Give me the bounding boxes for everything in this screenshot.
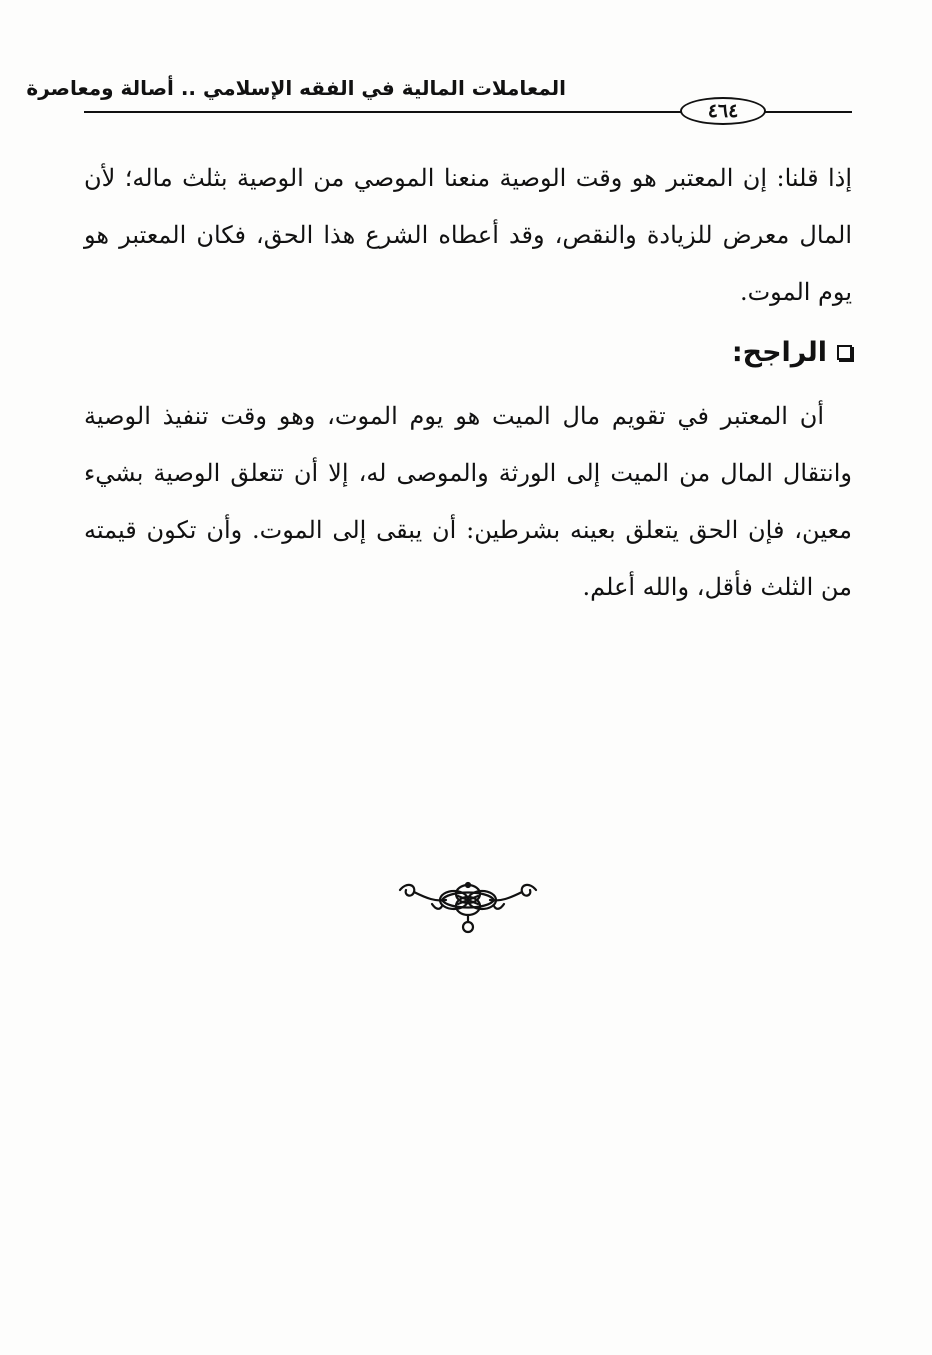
page-header	[26, 70, 852, 130]
decorative-knot-ornament-icon	[396, 876, 540, 938]
checkbox-square-icon	[837, 345, 852, 360]
section-heading	[732, 337, 852, 368]
paragraph-2: أن المعتبر في تقويم مال الميت هو يوم الموت، وهو وقت تنفيذ الوصية وانتقال المال من الميت إلى الورثة والموصى له، إلا أن تتعلق الوصية بشيء معين، فإن الحق يتعلق بعينه بشرطين: أن يبقى إلى الموت. وأن تكون قيمته من الثلث فأقل، والله أعلم.	[84, 402, 852, 601]
page-number: ٤٦٤	[680, 97, 766, 125]
paragraph-1: إذا قلنا: إن المعتبر هو وقت الوصية منعنا الموصي من الوصية بثلث ماله؛ لأن المال معرض للزيادة والنقص، وقد أعطاه الشرع هذا الحق، فكان المعتبر هو يوم الموت.	[84, 164, 852, 306]
running-header-title: المعاملات المالية في الفقه الإسلامي .. أصالة ومعاصرة	[26, 76, 566, 100]
section-heading-label: الراجح:	[731, 337, 827, 368]
